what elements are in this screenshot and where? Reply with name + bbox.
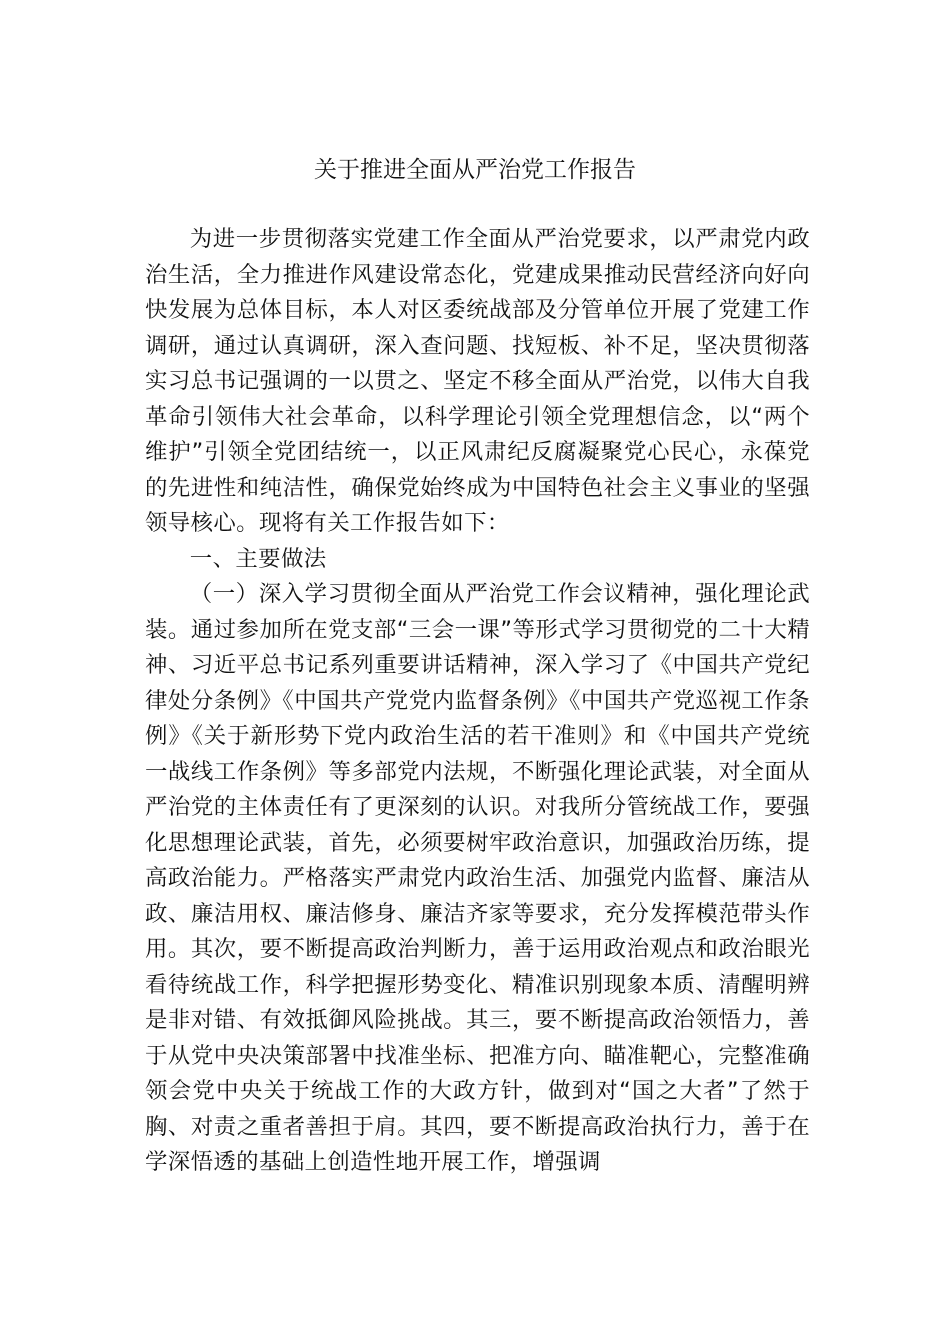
- document-title: 关于推进全面从严治党工作报告: [314, 157, 636, 183]
- intro-paragraph: 为进一步贯彻落实党建工作全面从严治党要求，以严肃党内政治生活，全力推进作风建设常态化，党建成果推动民营经济向好向快发展为总体目标，本人对区委统战部及分管单位开展了党建工作调研，通过认真调研，深入查问题、找短板、补不足，坚决贯彻落实习总书记强调的一以贯之、坚定不移全面从严治党，以伟大自我革命引领伟大社会革命，以科学理论引领全党理想信念，以“两个维护”引领全党团结统一，以正风肃纪反腐凝聚党心民心，永葆党的先进性和纯洁性，确保党始终成为中国特色社会主义事业的坚强领导核心。现将有关工作报告如下：: [145, 226, 810, 536]
- section-heading: 一、主要做法: [189, 545, 327, 572]
- section-paragraph: （一）深入学习贯彻全面从严治党工作会议精神，强化理论武装。通过参加所在党支部“三会一课”等形式学习贯彻党的二十大精神、习近平总书记系列重要讲话精神，深入学习了《中国共产党纪律处分条例》《中国共产党党内监督条例》《中国共产党巡视工作条例》《关于新形势下党内政治生活的若干准则》和《中国共产党统一战线工作条例》等多部党内法规，不断强化理论武装，对全面从严治党的主体责任有了更深刻的认识。对我所分管统战工作，要强化思想理论武装，首先，必须要树牢政治意识，加强政治历练，提高政治能力。严格落实严肃党内政治生活、加强党内监督、廉洁从政、廉洁用权、廉洁修身、廉洁齐家等要求，充分发挥模范带头作用。其次，要不断提高政治判断力，善于运用政治观点和政治眼光看待统战工作，科学把握形势变化、精准识别现象本质、清醒明辨是非对错、有效抵御风险挑战。其三，要不断提高政治领悟力，善于从党中央决策部署中找准坐标、把准方向、瞄准靶心，完整准确领会党中央关于统战工作的大政方针，做到对“国之大者”了然于胸、对责之重者善担于肩。其四，要不断提高政治执行力，善于在学深悟透的基础上创造性地开展工作，增强调: [145, 581, 810, 1175]
- document-body: [145, 222, 810, 1181]
